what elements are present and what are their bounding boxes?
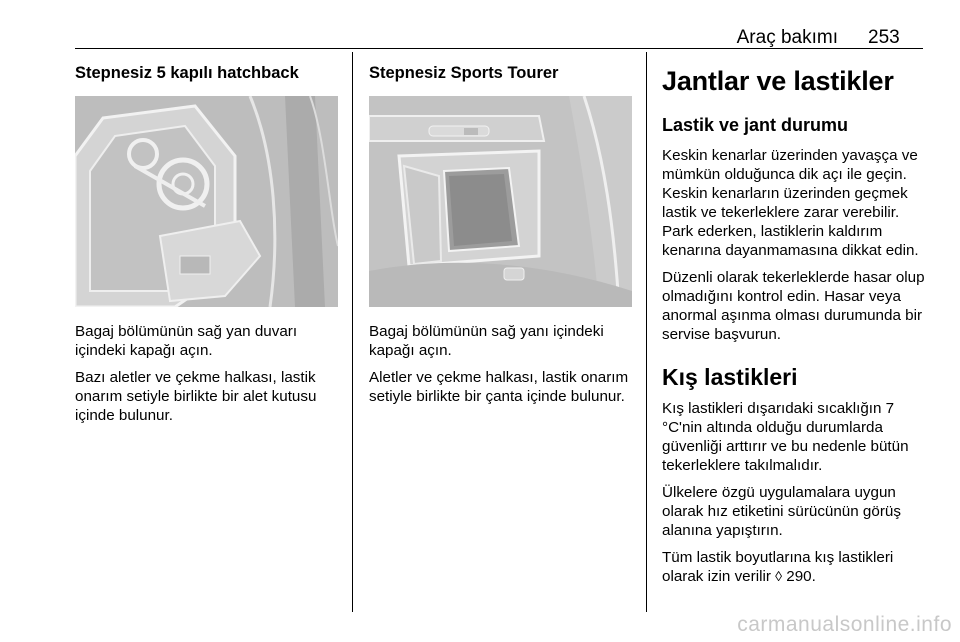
- heading-tyre-condition: Lastik ve jant durumu: [662, 115, 849, 135]
- column-divider-1: [352, 52, 353, 612]
- chapter-title: Araç bakımı: [736, 27, 838, 48]
- paragraph: Keskin kenarlar üzerinden yavaşça ve mümkün olduğunca dik açı ile geçin. Keskin kenarların üzerinden geçmek lastik ve tekerleklere zarar verebilir. Park ederken, lastiklerin kaldırım kenarına dayanmamasına dikkat edin.: [662, 147, 919, 259]
- section-title-hatchback: Stepnesiz 5 kapılı hatchback: [75, 64, 299, 82]
- header-rule: [75, 48, 923, 49]
- watermark: carmanualsonline.info: [737, 613, 952, 636]
- page-reference-icon: ◊: [775, 568, 783, 584]
- figure-sports-tourer-trunk: [369, 96, 632, 307]
- heading-winter-tyres: Kış lastikleri: [662, 364, 798, 390]
- column-2: [369, 64, 639, 83]
- paragraph: [662, 548, 928, 586]
- paragraph: Aletler ve çekme halkası, lastik onarım setiyle birlikte bir çanta içinde bulunur.: [369, 369, 629, 405]
- paragraph: Bagaj bölümünün sağ yan duvarı içindeki kapağı açın.: [75, 323, 298, 359]
- column-2-text: [369, 322, 641, 414]
- column-1-text: [75, 322, 343, 433]
- page-reference-link[interactable]: 290.: [786, 568, 816, 585]
- paragraph: Bazı aletler ve çekme halkası, lastik onarım setiyle birlikte bir alet kutusu içinde bulunur.: [75, 369, 317, 424]
- section-title-sports-tourer: Stepnesiz Sports Tourer: [369, 64, 559, 82]
- figure-hatchback-trunk: [75, 96, 338, 307]
- column-1: [75, 64, 345, 83]
- heading-wheels-tyres: Jantlar ve lastikler: [662, 66, 894, 96]
- paragraph-text: Tüm lastik boyutlarına kış lastikleri olarak izin verilir: [662, 549, 894, 585]
- page-number: 253: [868, 27, 900, 48]
- column-3: [662, 66, 928, 594]
- paragraph: Düzenli olarak tekerleklerde hasar olup olmadığını kontrol edin. Hasar veya anormal aşınma olması durumunda bir servise başvurun.: [662, 269, 925, 343]
- paragraph: Bagaj bölümünün sağ yanı içindeki kapağı açın.: [369, 323, 604, 359]
- paragraph: Kış lastikleri dışarıdaki sıcaklığın 7 °C'nin altında olduğu durumlarda güvenliği arttırır ve bu nedenle bütün tekerleklere takılmalıdır.: [662, 400, 909, 474]
- column-divider-2: [646, 52, 647, 612]
- paragraph: Ülkelere özgü uygulamalara uygun olarak hız etiketini sürücünün görüş alanına yapıştırın.: [662, 484, 901, 539]
